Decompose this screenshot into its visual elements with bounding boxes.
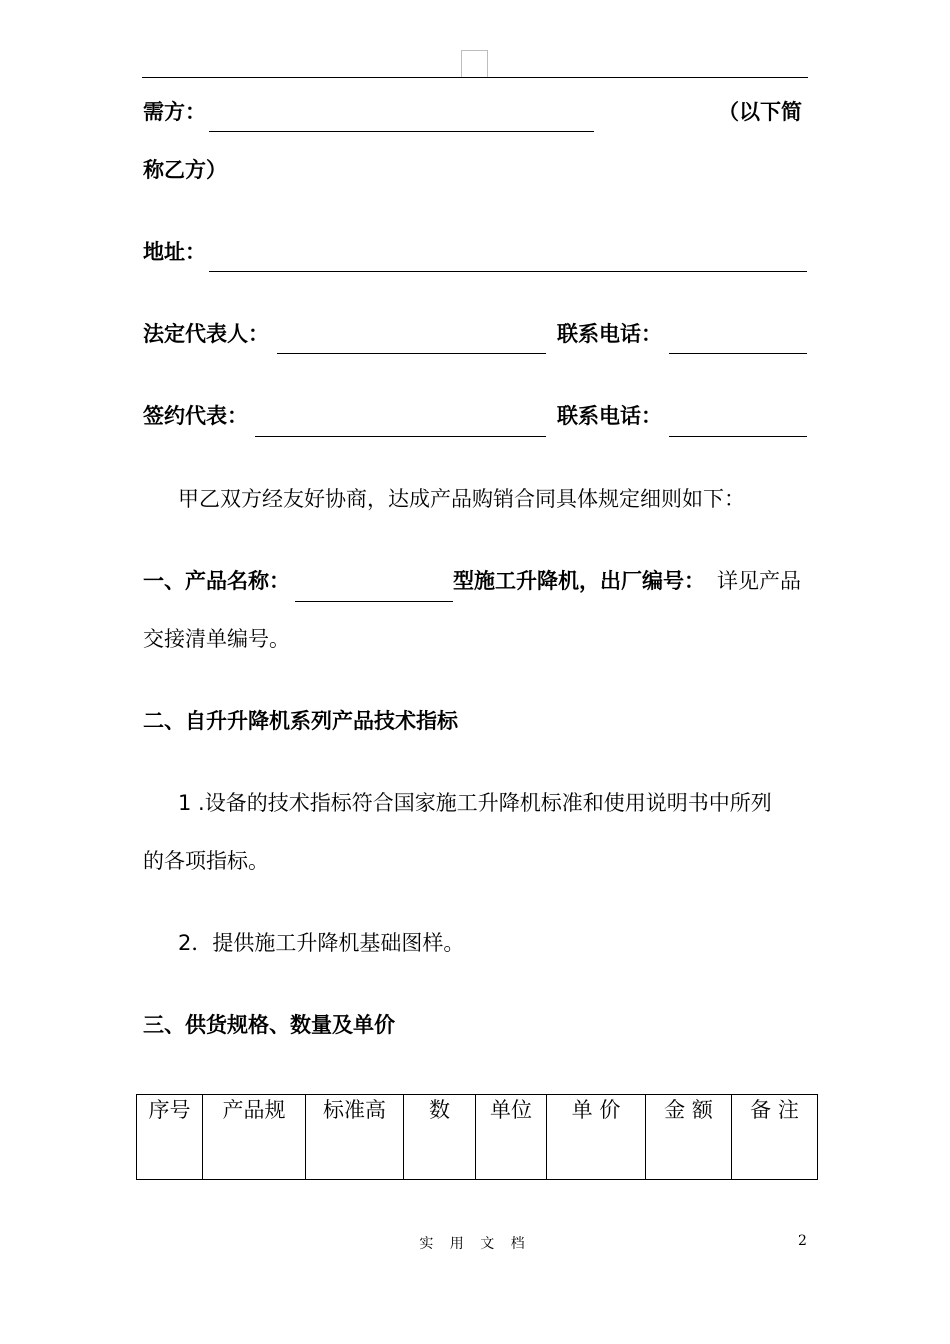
section1-model-suffix: 型施工升降机，出厂编号：: [453, 569, 705, 593]
col-header-serial: 序号: [137, 1095, 203, 1180]
col-header-amount: 金 额: [646, 1095, 732, 1180]
page-number: 2: [798, 1233, 807, 1249]
col-header-spec: 产品规: [203, 1095, 306, 1180]
section2-item1-cont: 的各项指标。: [143, 849, 269, 873]
page-footer: 实 用 文 档: [419, 1236, 531, 1252]
section1-detail-cont: 交接清单编号。: [143, 627, 290, 651]
col-header-height: 标准高: [306, 1095, 404, 1180]
section3-heading: 三、供货规格、数量及单价: [143, 1013, 395, 1037]
header-marker: [461, 50, 488, 77]
table-row: [137, 1095, 818, 1180]
signing-rep-phone-label: 联系电话：: [557, 404, 662, 428]
section2-item2: 2．提供施工升降机基础图样。: [178, 931, 465, 955]
signing-rep-phone-blank: [669, 436, 807, 437]
col-header-remarks: 备 注: [732, 1095, 818, 1180]
legal-rep-phone-blank: [669, 353, 807, 354]
legal-rep-label: 法定代表人：: [143, 322, 269, 346]
legal-rep-phone-label: 联系电话：: [557, 322, 662, 346]
col-header-quantity: 数: [404, 1095, 476, 1180]
header-rule: [142, 77, 808, 78]
signing-rep-blank: [255, 436, 546, 437]
section1-detail: 详见产品: [717, 569, 801, 593]
section2-item1: 1 .设备的技术指标符合国家施工升降机标准和使用说明书中所列: [178, 791, 772, 815]
section1-heading: 一、产品名称：: [143, 569, 290, 593]
product-name-blank: [295, 601, 453, 602]
buyer-label: 需方：: [143, 100, 206, 124]
buyer-suffix: （以下简: [718, 100, 802, 124]
intro-paragraph: 甲乙双方经友好协商，达成产品购销合同具体规定细则如下：: [178, 487, 745, 511]
section2-heading: 二、自升升降机系列产品技术指标: [143, 709, 458, 733]
spec-table: [136, 1094, 818, 1180]
address-label: 地址：: [143, 240, 206, 264]
col-header-unit-price: 单 价: [547, 1095, 646, 1180]
col-header-unit: 单位: [476, 1095, 547, 1180]
address-blank: [209, 271, 807, 272]
signing-rep-label: 签约代表：: [143, 404, 248, 428]
buyer-blank: [209, 131, 594, 132]
legal-rep-blank: [277, 353, 546, 354]
buyer-suffix-cont: 称乙方）: [143, 158, 227, 182]
